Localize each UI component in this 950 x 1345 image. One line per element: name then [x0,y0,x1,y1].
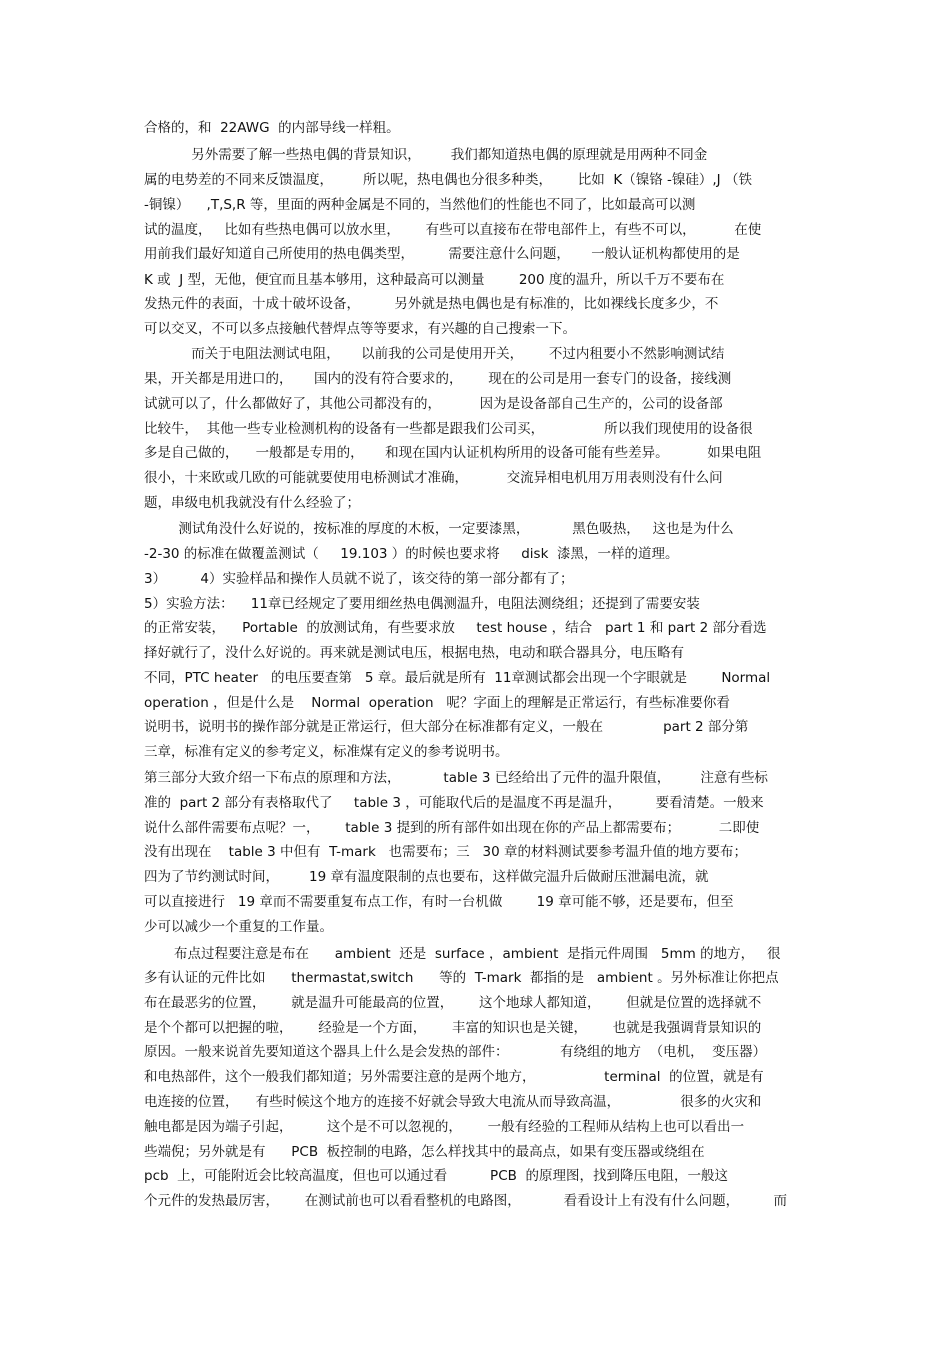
text-line: 布在最恶劣的位置， 就是温升可能最高的位置， 这个地球人都知道， 但就是位置的选择就不 [144,995,762,1011]
text-line: 比较牛， 其他一些专业检测机构的设备有一些都是跟我们公司买， 所以我们现使用的设备很 [144,421,753,437]
text-line: 题，串级电机我就没有什么经验了； [144,495,360,511]
text-line: 多有认证的元件比如 thermastat,switch 等的 T-mark 都指的是 ambient 。另外标准让你把点 [144,970,779,986]
text-line: 的正常安装， Portable 的放测试角，有些要求放 test house ，结合 part 1 和 part 2 部分看选 [144,620,767,636]
text-line: 个元件的发热最厉害， 在测试前也可以看看整机的电路图， 看看设计上有没有什么问题， 而 [144,1193,787,1209]
text-line: 而关于电阻法测试电阻， 以前我的公司是使用开关， 不过内租要小不然影响测试结 [144,346,725,362]
text-line: 果，开关都是用进口的， 国内的没有符合要求的， 现在的公司是用一套专门的设备，接线测 [144,371,732,387]
text-line: 些端倪；另外就是有 PCB 板控制的电路，怎么样找其中的最高点，如果有变压器或绕组在 [144,1144,705,1160]
text-line: 电连接的位置， 有些时候这个地方的连接不好就会导致大电流从而导致高温， 很多的火灾和 [144,1094,762,1110]
text-line: 可以交叉，不可以多点接触代替焊点等等要求，有兴趣的自己搜索一下。 [144,321,576,337]
text-line: operation ，但是什么是 Normal operation 呢？字面上的理解是正常运行，有些标准要你看 [144,695,730,711]
text-line: 试的温度， 比如有些热电偶可以放水里， 有些可以直接布在带电部件上，有些不可以， 在使 [144,222,762,238]
text-line: -铜镍） ,T,S,R 等，里面的两种金属是不同的，当然他们的性能也不同了，比如最高可以测 [144,197,696,213]
text-line: 三章，标准有定义的参考定义，标准煤有定义的参考说明书。 [144,744,509,760]
text-line: 用前我们最好知道自己所使用的热电偶类型， 需要注意什么问题， 一般认证机构都使用的是 [144,246,740,262]
text-line: 属的电势差的不同来反馈温度， 所以呢，热电偶也分很多种类， 比如 K（镍铬 -镍硅）,J （铁 [144,172,752,188]
text-line: 发热元件的表面，十成十破坏设备， 另外就是热电偶也是有标准的，比如裸线长度多少，不 [144,296,719,312]
text-line: 没有出现在 table 3 中但有 T-mark 也需要布；三 30 章的材料测试要参考温升值的地方要布； [144,844,747,860]
text-line: 是个个都可以把握的啦， 经验是一个方面， 丰富的知识也是关键， 也就是我强调背景知识的 [144,1020,762,1036]
text-line: 说什么部件需要布点呢？一， table 3 提到的所有部件如出现在你的产品上都需要布； 二即使 [144,820,760,836]
text-line: 3） 4）实验样品和操作人员就不说了，该交待的第一部分都有了； [144,571,574,587]
text-line: 5）实验方法： 11章已经规定了要用细丝热电偶测温升，电阻法测绕组；还提到了需要安装 [144,596,700,612]
text-line: 另外需要了解一些热电偶的背景知识， 我们都知道热电偶的原理就是用两种不同金 [144,147,708,163]
text-line: 不同，PTC heater 的电压要查第 5 章。最后就是所有 11章测试都会出现一个字眼就是 Normal [144,670,771,686]
text-line: 少可以减少一个重复的工作量。 [144,919,333,935]
text-line: 触电都是因为端子引起， 这个是不可以忽视的， 一般有经验的工程师从结构上也可以看出一 [144,1119,745,1135]
text-line: 多是自己做的， 一般都是专用的， 和现在国内认证机构所用的设备可能有些差异。 如果电阻 [144,445,762,461]
text-line: 合格的，和 22AWG 的内部导线一样粗。 [144,120,400,136]
text-line: 准的 part 2 部分有表格取代了 table 3 ，可能取代后的是温度不再是温升， 要看清楚。一般来 [144,795,764,811]
text-line: 测试角没什么好说的，按标准的厚度的木板，一定要漆黑， 黑色吸热， 这也是为什么 [144,521,734,537]
text-line: 很小，十来欧或几欧的可能就要使用电桥测试才准确， 交流异相电机用万用表则没有什么问 [144,470,723,486]
text-line: 试就可以了，什么都做好了，其他公司都没有的， 因为是设备部自己生产的，公司的设备部 [144,396,723,412]
text-line: -2-30 的标准在做覆盖测试（ 19.103 ）的时候也要求将 disk 漆黑，一样的道理。 [144,546,679,562]
text-line: 第三部分大致介绍一下布点的原理和方法， table 3 已经给出了元件的温升限值， 注意有些标 [144,770,768,786]
text-line: 说明书，说明书的操作部分就是正常运行，但大部分在标准都有定义，一般在 part 2 部分第 [144,719,749,735]
text-line: K 或 J 型，无他，便宜而且基本够用，这种最高可以测量 200 度的温升，所以千万不要布在 [144,272,725,288]
text-line: 四为了节约测试时间， 19 章有温度限制的点也要布，这样做完温升后做耐压泄漏电流，就 [144,869,709,885]
text-line: pcb 上，可能附近会比较高温度，但也可以通过看 PCB 的原理图，找到降压电阻，一般这 [144,1168,728,1184]
text-line: 可以直接进行 19 章而不需要重复布点工作，有时一台机做 19 章可能不够，还是要布，但至 [144,894,734,910]
text-line: 原因。一般来说首先要知道这个器具上什么是会发热的部件： 有绕组的地方 （电机， 变压器） [144,1044,767,1060]
text-line: 和电热部件，这个一般我们都知道；另外需要注意的是两个地方， terminal 的位置，就是有 [144,1069,764,1085]
text-line: 择好就行了，没什么好说的。再来就是测试电压，根据电热，电动和联合器具分，电压略有 [144,645,684,661]
text-line: 布点过程要注意是布在 ambient 还是 surface ，ambient 是指元件周围 5mm 的地方， 很 [144,946,781,962]
